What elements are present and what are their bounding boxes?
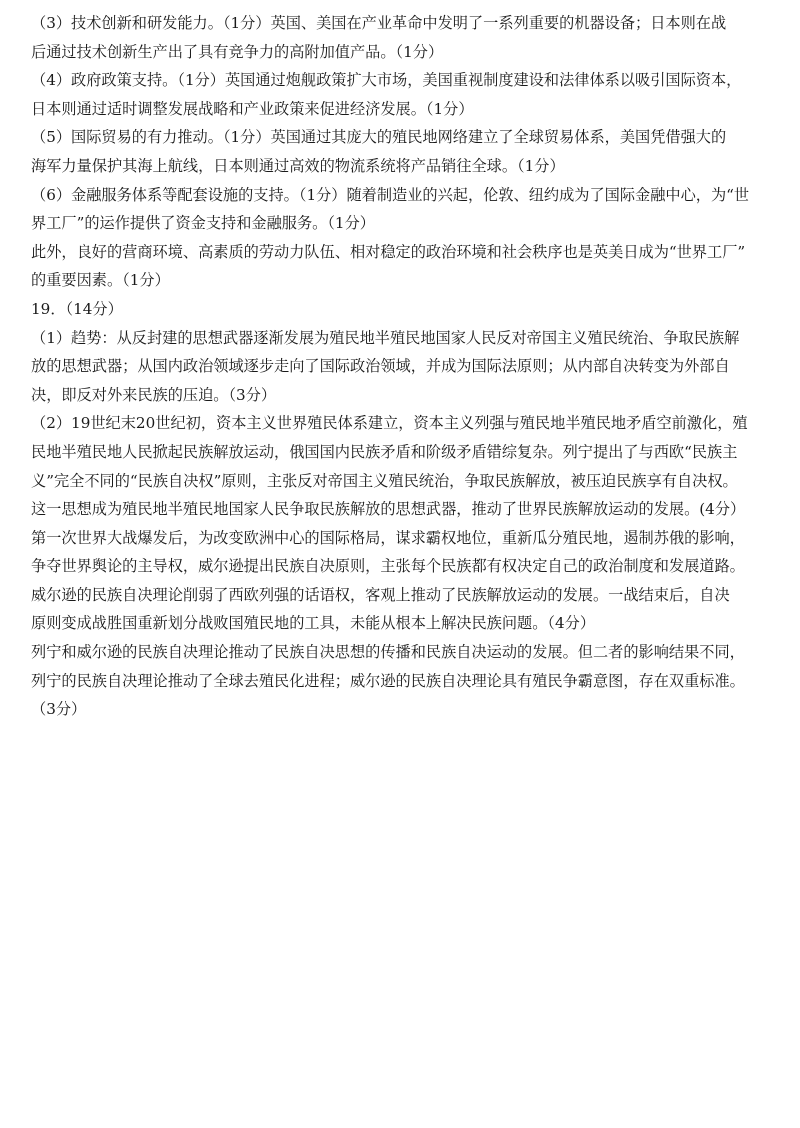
question-19 [31, 295, 772, 724]
q19-part-2-comparison [31, 638, 772, 724]
text-line: 列宁和威尔逊的民族自决理论推动了民族自决思想的传播和民族自决运动的发展。但二者的影响结果不同， [31, 643, 745, 662]
q18-additional-factors [31, 238, 772, 295]
q18-point-3 [31, 9, 772, 66]
text-line: （3分） [31, 700, 87, 719]
text-line: 义”完全不同的“民族自决权”原则，主张反对帝国主义殖民统治，争取民族解放，被压迫民族享有自决权。 [31, 471, 738, 490]
text-line: 原则变成战胜国重新划分战败国殖民地的工具，未能从根本上解决民族问题。（4分） [31, 614, 596, 633]
text-line: 民地半殖民地人民掀起民族解放运动，俄国国内民族矛盾和阶级矛盾错综复杂。列宁提出了与西欧“民族主 [31, 442, 738, 461]
text-line: （6）金融服务体系等配套设施的支持。（1分）随着制造业的兴起，伦敦、纽约成为了国际金融中心，为“世 [31, 185, 750, 204]
text-line: 争夺世界舆论的主导权，威尔逊提出民族自决原则，主张每个民族都有权决定自己的政治制度和发展道路。 [31, 557, 745, 576]
text-line: 决，即反对外来民族的压迫。（3分） [31, 385, 277, 404]
question-19-header [31, 295, 772, 324]
text-line: （4）政府政策支持。（1分）英国通过炮舰政策扩大市场，美国重视制度建设和法律体系以吸引国际资本， [31, 71, 742, 90]
text-line: 的重要因素。（1分） [31, 271, 170, 290]
text-line: （5）国际贸易的有力推动。（1分）英国通过其庞大的殖民地网络建立了全球贸易体系，美国凭借强大的 [31, 128, 727, 147]
question-number: 19．（14分） [31, 299, 123, 318]
text-line: （3）技术创新和研发能力。（1分）英国、美国在产业革命中发明了一系列重要的机器设备；日本则在战 [31, 14, 727, 32]
q19-part-2-wilson [31, 524, 772, 638]
q18-point-6 [31, 181, 772, 238]
text-line: 第一次世界大战爆发后，为改变欧洲中心的国际格局，谋求霸权地位，重新瓜分殖民地，遏制苏俄的影响， [31, 528, 745, 547]
text-line: 海军力量保护其海上航线，日本则通过高效的物流系统将产品销往全球。（1分） [31, 156, 565, 175]
q19-part-2-lenin [31, 409, 772, 523]
text-line: 威尔逊的民族自决理论削弱了西欧列强的话语权，客观上推动了民族解放运动的发展。一战结束后，自决 [31, 585, 730, 604]
text-line: （1）趋势：从反封建的思想武器逐渐发展为殖民地半殖民地国家人民反对帝国主义殖民统治、争取民族解 [31, 328, 740, 347]
text-line: 列宁的民族自决理论推动了全球去殖民化进程；威尔逊的民族自决理论具有殖民争霸意图，存在双重标准。 [31, 671, 745, 690]
question-18-continued [31, 9, 772, 295]
q18-point-4 [31, 66, 772, 123]
text-line: （2）19世纪末20世纪初，资本主义世界殖民体系建立，资本主义列强与殖民地半殖民地矛盾空前激化，殖 [31, 414, 748, 433]
text-line: 放的思想武器；从国内政治领域逐步走向了国际政治领域，并成为国际法原则；从内部自决转变为外部自 [31, 357, 730, 376]
text-line: 界工厂”的运作提供了资金支持和金融服务。（1分） [31, 214, 375, 233]
text-line: 这一思想成为殖民地半殖民地国家人民争取民族解放的思想武器，推动了世界民族解放运动的发展。(4分） [31, 500, 746, 519]
text-line: 日本则通过适时调整发展战略和产业政策来促进经济发展。（1分） [31, 99, 474, 118]
text-line: 此外，良好的营商环境、高素质的劳动力队伍、相对稳定的政治环境和社会秩序也是英美日成为“世界工厂” [31, 242, 746, 261]
q19-part-1 [31, 324, 772, 410]
text-line: 后通过技术创新生产出了具有竞争力的高附加值产品。（1分） [31, 42, 444, 61]
q18-point-5 [31, 123, 772, 180]
